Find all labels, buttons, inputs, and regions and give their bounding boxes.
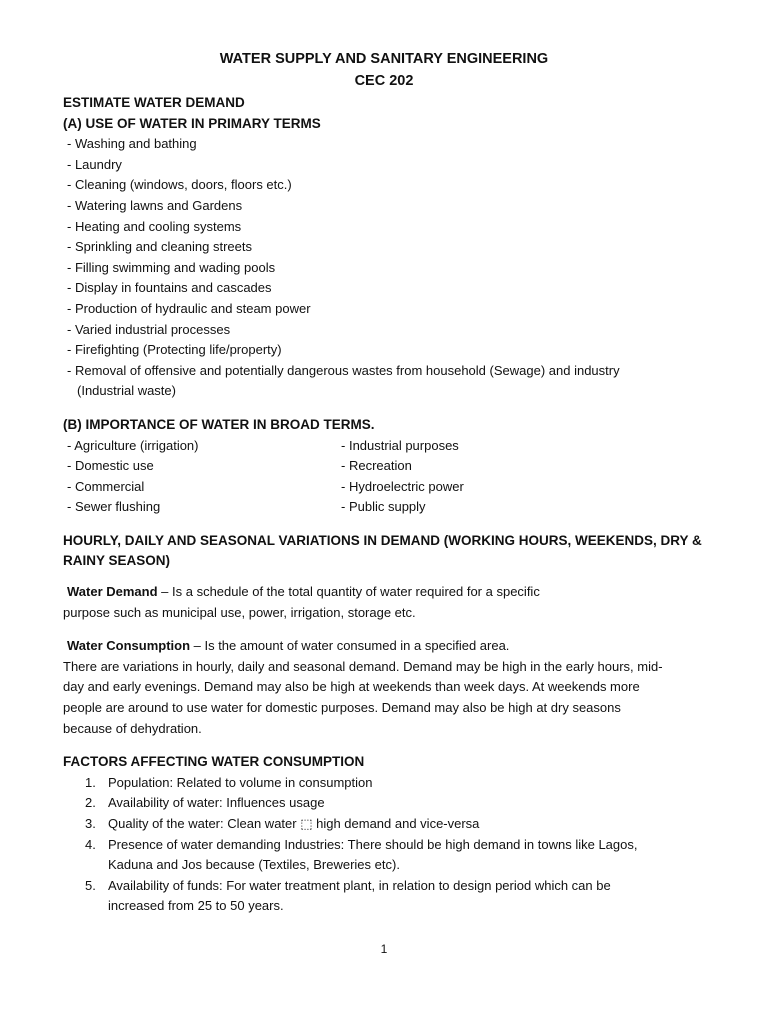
list-item: - Public supply (341, 497, 641, 518)
page-number: 1 (380, 942, 388, 956)
importance-two-column-list (63, 436, 708, 518)
list-item: - Industrial purposes (341, 436, 641, 457)
water-demand-definition (63, 582, 708, 603)
water-demand-definition-continuation: purpose such as municipal use, power, irrigation, storage etc. (63, 604, 416, 620)
paragraph-line: people are around to use water for domestic purposes. Demand may also be high at dry seasons (63, 700, 621, 716)
primary-uses-heading: (A) USE OF WATER IN PRIMARY TERMS (63, 115, 321, 131)
importance-left-column (67, 436, 341, 518)
importance-heading: (B) IMPORTANCE OF WATER IN BROAD TERMS. (63, 416, 375, 432)
item-text-continuation: Kaduna and Jos because (Textiles, Breweries etc). (108, 857, 400, 873)
list-item: - Heating and cooling systems (67, 217, 708, 238)
estimate-heading: ESTIMATE WATER DEMAND (63, 95, 245, 110)
list-item: - Cleaning (windows, doors, floors etc.) (67, 175, 708, 196)
item-text-continuation: increased from 25 to 50 years. (108, 898, 284, 914)
item-text: Presence of water demanding Industries: There should be high demand in towns like Lagos, (108, 836, 638, 852)
factors-heading: FACTORS AFFECTING WATER CONSUMPTION (63, 754, 365, 770)
course-code: CEC 202 (354, 73, 414, 89)
list-item (63, 814, 708, 835)
item-number: 3. (85, 816, 96, 831)
primary-uses-list (63, 134, 708, 381)
list-item (63, 773, 708, 794)
item-number: 5. (85, 877, 96, 893)
list-item: - Filling swimming and wading pools (67, 258, 708, 279)
list-item: - Firefighting (Protecting life/property) (67, 340, 708, 361)
document-title: WATER SUPPLY AND SANITARY ENGINEERING (219, 51, 549, 67)
water-consumption-text: – Is the amount of water consumed in a specified area. (190, 638, 510, 654)
document-body (63, 93, 708, 917)
list-item (63, 876, 708, 917)
list-item: - Domestic use (67, 456, 341, 477)
list-item: - Commercial (67, 477, 341, 498)
item-text: Availability of water: Influences usage (108, 795, 325, 811)
list-item: - Sprinkling and cleaning streets (67, 237, 708, 258)
water-consumption-term: Water Consumption (67, 638, 191, 654)
list-item: - Washing and bathing (67, 134, 708, 155)
list-item: - Varied industrial processes (67, 320, 708, 341)
item-number: 2. (85, 795, 96, 811)
paragraph-line: day and early evenings. Demand may also be high at weekends than week days. At weekends more (63, 679, 640, 695)
paragraph-line: because of dehydration. (63, 720, 202, 736)
list-item: - Watering lawns and Gardens (67, 196, 708, 217)
list-item: - Removal of offensive and potentially dangerous wastes from household (Sewage) and industry (67, 361, 708, 382)
water-demand-text: – Is a schedule of the total quantity of water required for a specific (157, 584, 540, 600)
item-number: 4. (85, 836, 96, 852)
item-number: 1. (85, 774, 96, 790)
water-demand-term: Water Demand (67, 584, 158, 600)
list-item: - Sewer flushing (67, 497, 341, 518)
title-block (0, 48, 768, 92)
item-text: Availability of funds: For water treatment plant, in relation to design period which can be (108, 877, 611, 893)
list-item-continuation: (Industrial waste) (77, 383, 176, 399)
list-item: - Laundry (67, 155, 708, 176)
factors-list (63, 773, 708, 917)
item-text: Population: Related to volume in consumption (108, 774, 373, 790)
variations-heading: HOURLY, DAILY AND SEASONAL VARIATIONS IN DEMAND (WORKING HOURS, WEEKENDS, DRY & (63, 532, 702, 548)
list-item: - Recreation (341, 456, 641, 477)
paragraph-line: There are variations in hourly, daily and seasonal demand. Demand may be high in the early hours, mid- (63, 658, 663, 674)
importance-right-column (341, 436, 641, 518)
list-item (63, 835, 708, 876)
list-item: - Hydroelectric power (341, 477, 641, 498)
list-item: - Production of hydraulic and steam power (67, 299, 708, 320)
item-text: Quality of the water: Clean water ⬚ high demand and vice-versa (108, 816, 480, 831)
variations-heading-continuation: RAINY SEASON) (63, 553, 171, 569)
list-item (63, 793, 708, 814)
water-consumption-definition (63, 636, 708, 657)
variations-paragraph (63, 657, 708, 739)
list-item: - Agriculture (irrigation) (67, 436, 341, 457)
list-item: - Display in fountains and cascades (67, 278, 708, 299)
